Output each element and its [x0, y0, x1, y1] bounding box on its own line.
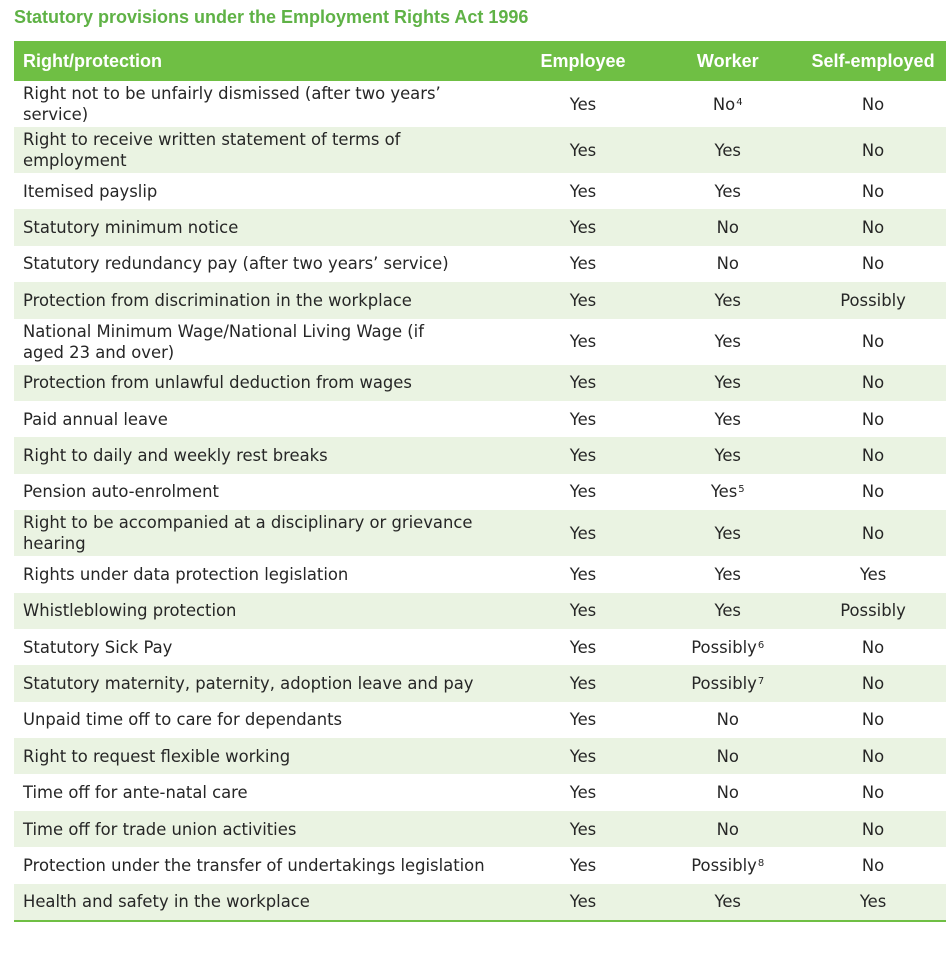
cell-right-protection: Right to request flexible working	[14, 738, 511, 774]
cell-employee: Yes	[511, 127, 656, 173]
worker-value: Yes	[714, 446, 741, 466]
worker-value: Yes	[714, 181, 741, 201]
table-row	[14, 665, 946, 701]
cell-self-employed: Yes	[800, 884, 946, 921]
table-row	[14, 847, 946, 883]
cell-employee: Yes	[511, 665, 656, 701]
cell-worker	[655, 884, 800, 921]
cell-right-protection: Statutory minimum notice	[14, 209, 511, 245]
cell-self-employed: No	[800, 510, 946, 556]
cell-employee: Yes	[511, 593, 656, 629]
cell-worker	[655, 246, 800, 282]
cell-worker	[655, 437, 800, 473]
cell-right-protection: Right to receive written statement of terms of employment	[14, 127, 511, 173]
cell-self-employed: No	[861, 181, 885, 201]
cell-employee: Yes	[569, 94, 597, 114]
cell-self-employed: No	[800, 127, 946, 173]
cell-self-employed: No	[861, 783, 885, 803]
cell-employee: Yes	[511, 811, 656, 847]
table-row	[14, 556, 946, 592]
header-right-protection: Right/protection	[14, 41, 511, 81]
table-row	[14, 365, 946, 401]
cell-self-employed: No	[861, 94, 885, 114]
cell-employee: Yes	[569, 637, 597, 657]
worker-value: No	[716, 783, 739, 803]
cell-self-employed: No	[861, 637, 885, 657]
worker-value: No	[712, 94, 736, 114]
cell-right-protection: Rights under data protection legislation	[23, 564, 349, 584]
cell-worker	[655, 401, 800, 437]
cell-right-protection: Right not to be unfairly dismissed (after two years’ service)	[23, 84, 441, 124]
cell-worker	[655, 365, 800, 401]
cell-worker	[655, 474, 800, 510]
cell-right-protection: Whistleblowing protection	[14, 593, 511, 629]
table-row	[14, 629, 946, 665]
worker-value: Yes	[714, 601, 741, 621]
table-row	[14, 173, 946, 209]
cell-right-protection: Unpaid time off to care for dependants	[23, 710, 343, 730]
cell-employee: Yes	[569, 332, 597, 352]
cell-self-employed: No	[800, 209, 946, 245]
worker-value: Yes	[714, 290, 741, 310]
cell-self-employed: No	[861, 710, 885, 730]
cell-right-protection: Protection from unlawful deduction from wages	[14, 365, 511, 401]
cell-employee: Yes	[569, 855, 597, 875]
cell-worker	[655, 629, 800, 665]
cell-self-employed: No	[861, 855, 885, 875]
cell-employee: Yes	[569, 254, 597, 274]
cell-right-protection: Protection under the transfer of undertakings legislation	[23, 855, 485, 875]
cell-employee: Yes	[511, 437, 656, 473]
cell-right-protection: Health and safety in the workplace	[14, 884, 511, 921]
cell-right-protection: Statutory maternity, paternity, adoption leave and pay	[14, 665, 511, 701]
cell-self-employed: Possibly	[800, 593, 946, 629]
table-row	[14, 510, 946, 556]
cell-employee: Yes	[569, 482, 597, 502]
worker-value: Yes	[714, 564, 741, 584]
table-row	[14, 593, 946, 629]
worker-value: Yes	[714, 523, 741, 543]
table-title: Statutory provisions under the Employment Rights Act 1996	[14, 7, 529, 27]
cell-worker	[655, 665, 800, 701]
cell-right-protection: Paid annual leave	[23, 409, 168, 429]
cell-worker	[655, 81, 800, 127]
table-row	[14, 884, 946, 921]
cell-employee: Yes	[511, 209, 656, 245]
worker-value: Yes	[714, 409, 741, 429]
cell-worker	[655, 738, 800, 774]
footnote-marker: 7	[757, 675, 765, 687]
cell-employee: Yes	[511, 365, 656, 401]
cell-worker	[655, 173, 800, 209]
cell-worker	[655, 811, 800, 847]
provisions-table	[14, 41, 946, 922]
cell-worker	[655, 209, 800, 245]
table-row	[14, 209, 946, 245]
worker-value: Yes	[714, 892, 741, 912]
cell-right-protection: Time off for ante-natal care	[23, 783, 248, 803]
worker-value: No	[716, 218, 739, 238]
cell-worker	[655, 282, 800, 318]
footnote-marker: 8	[757, 857, 765, 869]
cell-self-employed: No	[800, 665, 946, 701]
table-row	[14, 81, 946, 127]
worker-value: Yes	[714, 140, 741, 160]
table-row	[14, 319, 946, 365]
cell-right-protection: Itemised payslip	[23, 181, 158, 201]
footnote-marker: 6	[757, 639, 765, 651]
table-row	[14, 702, 946, 738]
worker-value: No	[716, 710, 739, 730]
cell-employee: Yes	[569, 710, 597, 730]
cell-right-protection: National Minimum Wage/National Living Wage (if aged 23 and over)	[23, 321, 424, 362]
cell-worker	[655, 127, 800, 173]
cell-self-employed: No	[800, 437, 946, 473]
footnote-marker: 4	[736, 96, 743, 108]
cell-worker	[655, 593, 800, 629]
cell-employee: Yes	[569, 783, 597, 803]
worker-value: Possibly	[691, 637, 757, 657]
cell-worker	[655, 510, 800, 556]
cell-self-employed: Possibly	[800, 282, 946, 318]
cell-worker	[655, 847, 800, 883]
cell-employee: Yes	[511, 282, 656, 318]
cell-right-protection: Right to be accompanied at a disciplinary or grievance hearing	[14, 510, 511, 556]
worker-value: Yes	[710, 482, 738, 502]
table-body	[14, 81, 946, 921]
cell-employee: Yes	[569, 564, 597, 584]
worker-value: Yes	[714, 373, 741, 393]
table-row	[14, 474, 946, 510]
cell-employee: Yes	[511, 510, 656, 556]
cell-employee: Yes	[569, 409, 597, 429]
cell-self-employed: No	[800, 738, 946, 774]
cell-self-employed: Yes	[859, 564, 887, 584]
cell-self-employed: No	[800, 365, 946, 401]
cell-right-protection: Statutory Sick Pay	[23, 637, 173, 657]
cell-right-protection: Protection from discrimination in the workplace	[14, 282, 511, 318]
table-row	[14, 437, 946, 473]
cell-employee: Yes	[569, 181, 597, 201]
cell-worker	[655, 556, 800, 592]
cell-right-protection: Right to daily and weekly rest breaks	[14, 437, 511, 473]
cell-employee: Yes	[511, 884, 656, 921]
cell-right-protection: Time off for trade union activities	[14, 811, 511, 847]
table-row	[14, 401, 946, 437]
table-header-row	[14, 41, 946, 81]
cell-worker	[655, 319, 800, 365]
cell-self-employed: No	[861, 482, 885, 502]
table-row	[14, 282, 946, 318]
cell-self-employed: No	[861, 254, 885, 274]
table-row	[14, 774, 946, 810]
footnote-marker: 5	[738, 484, 745, 496]
cell-right-protection: Statutory redundancy pay (after two years’ service)	[23, 254, 449, 274]
cell-worker	[655, 702, 800, 738]
worker-value: Possibly	[691, 673, 757, 693]
header-employee: Employee	[511, 41, 656, 81]
header-self-employed: Self-employed	[800, 41, 946, 81]
worker-value: Possibly	[691, 855, 757, 875]
worker-value: No	[716, 254, 739, 274]
table-row	[14, 811, 946, 847]
cell-right-protection: Pension auto-enrolment	[23, 482, 219, 502]
worker-value: Yes	[714, 332, 741, 352]
table-row	[14, 127, 946, 173]
cell-employee: Yes	[511, 738, 656, 774]
cell-self-employed: No	[800, 811, 946, 847]
table-row	[14, 738, 946, 774]
worker-value: No	[716, 819, 739, 839]
table-row	[14, 246, 946, 282]
cell-self-employed: No	[861, 409, 885, 429]
cell-self-employed: No	[861, 332, 885, 352]
cell-worker	[655, 774, 800, 810]
worker-value: No	[716, 746, 739, 766]
header-worker: Worker	[655, 41, 800, 81]
